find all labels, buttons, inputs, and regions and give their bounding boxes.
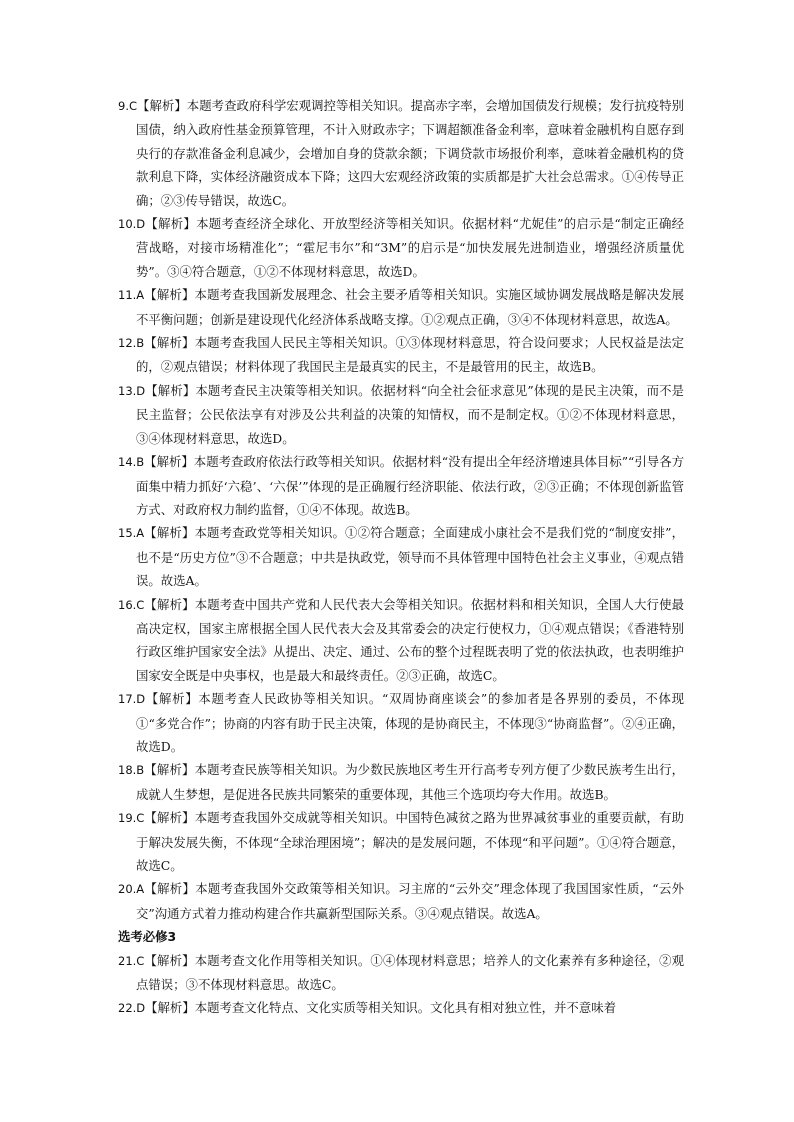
answer-page: [118, 94, 684, 1021]
answer-item: 11.A【解析】本题考查我国新发展理念、社会主要矛盾等相关知识。实施区域协调发展战略是解决发展不平衡问题；创新是建设现代化经济体系战略支撑。①②观点正确，③④不体现材料意思，故选A。: [118, 287, 685, 327]
answer-item: 19.C【解析】本题考查我国外交成就等相关知识。中国特色减贫之路为世界减贫事业的重要贡献，有助于解决发展失衡，不体现“全球治理困境”；解决的是发展问题，不体现“和平问题”。①④符合题意，故选C。: [118, 810, 685, 873]
answer-item: 14.B【解析】本题考查政府依法行政等相关知识。依据材料“没有提出全年经济增速具体目标”“引导各方面集中精力抓好‘六稳’、‘六保’”体现的是正确履行经济职能、依法行政，②③正确；不体现创新监管方式、对政府权力制约监督，①④不体现。故选B。: [118, 454, 684, 517]
answer-item: 21.C【解析】本题考查文化作用等相关知识。①④体现材料意思；培养人的文化素养有多种途径，②观点错误；③不体现材料意思。故选C。: [118, 952, 685, 993]
answer-item: 17.D【解析】本题考查人民政协等相关知识。“双周协商座谈会”的参加者是各界别的委员，不体现①“多党合作”；协商的内容有助于民主决策，体现的是协商民主，不体现③“协商监督”。②④正确，故选D。: [118, 691, 685, 754]
answer-item: 13.D【解析】本题考查民主决策等相关知识。依据材料“向全社会征求意见”体现的是民主决策，而不是民主监督；公民依法享有对涉及公共利益的决策的知情权，而不是制定权。①②不体现材料意思，③④体现材料意思，故选D。: [118, 382, 684, 446]
answer-item: 15.A【解析】本题考查政党等相关知识。①②符合题意；全面建成小康社会不是我们党的“制度安排”，也不是“历史方位”③不合题意；中共是执政党，领导而不具体管理中国特色社会主义事业，④观点错误。故选A。: [118, 525, 685, 589]
answer-item: 20.A【解析】本题考查我国外交政策等相关知识。习主席的“云外交”理念体现了我国国家性质，“云外交”沟通方式着力推动构建合作共赢新型国际关系。③④观点错误。故选A。: [118, 881, 685, 921]
answer-item: 18.B【解析】本题考查民族等相关知识。为少数民族地区考生开行高考专列方便了少数民族考生出行，成就人生梦想，是促进各民族共同繁荣的重要体现，其他三个选项均夸大作用。故选B。: [118, 762, 685, 802]
section-title: 选考必修3: [118, 929, 177, 945]
answer-item: 22.D【解析】本题考查文化特点、文化实质等相关知识。文化具有相对独立性，并不意味着: [118, 1000, 616, 1016]
answer-item: 10.D【解析】本题考查经济全球化、开放型经济等相关知识。依据材料“尤妮佳”的启示是“制定正确经营战略，对接市场精准化”；“霍尼韦尔”和“3M”的启示是“加快发展先进制造业，增强经济质量优势”。③④符合题意，①②不体现材料意思，故选D。: [118, 216, 684, 279]
answer-item: 16.C【解析】本题考查中国共产党和人民代表大会等相关知识。依据材料和相关知识，全国人大行使最高决定权，国家主席根据全国人民代表大会及其常委会的决定行使权力，①④观点错误；《香港特别行政区维护国家安全法》从提出、决定、通过、公布的整个过程既表明了党的依法执政，也表明维护国家安全既是中央事权，也是最大和最终责任。②③正确，故选C。: [118, 596, 685, 683]
answer-item: 12.B【解析】本题考查我国人民民主等相关知识。①③体现材料意思，符合设问要求；人民权益是法定的，②观点错误；材料体现了我国民主是最真实的民主，不是最管用的民主，故选B。: [118, 335, 685, 375]
answer-item: 9.C【解析】本题考查政府科学宏观调控等相关知识。提高赤字率，会增加国债发行规模；发行抗疫特别国债，纳入政府性基金预算管理，不计入财政赤字；下调超额准备金利率，意味着金融机构自愿存到央行的存款准备金利息减少，会增加自身的贷款余额；下调贷款市场报价利率，意味着金融机构的贷款利息下降，实体经济融资成本下降；这四大宏观经济政策的实质都是扩大社会总需求。①④传导正确；②③传导错误，故选C。: [118, 98, 685, 208]
